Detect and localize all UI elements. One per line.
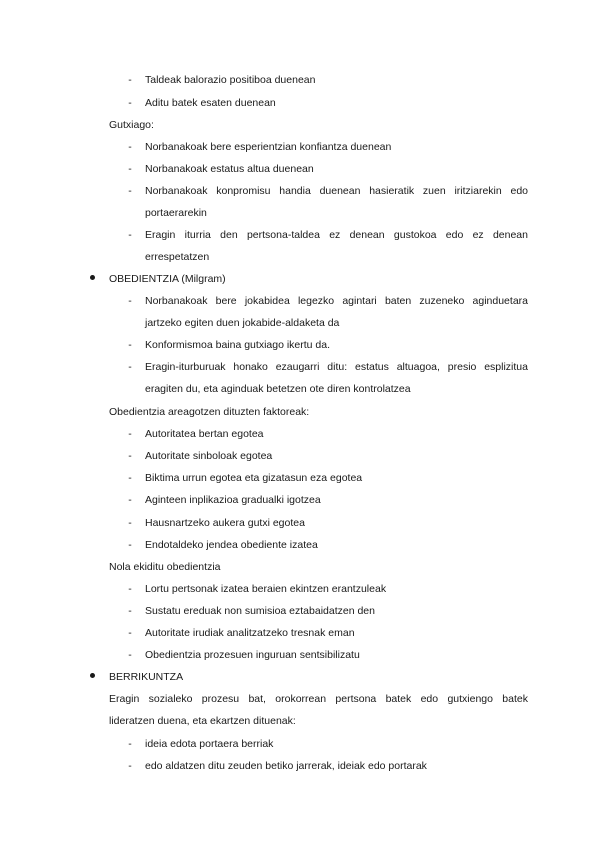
list-dash: - — [128, 738, 132, 750]
list-item: Eragin-iturburuak honako ezaugarri ditu: estatus altuagoa, presio esplizitua — [145, 361, 528, 373]
list-dash: - — [128, 583, 132, 595]
list-dash: - — [128, 295, 132, 307]
list-dash: - — [128, 605, 132, 617]
list-item: Norbanakoak estatus altua duenean — [145, 163, 314, 175]
list-item: Konformismoa baina gutxiago ikertu da. — [145, 339, 331, 351]
list-item: ideia edota portaera berriak — [145, 738, 274, 750]
list-dash: - — [128, 450, 132, 462]
section-heading: BERRIKUNTZA — [109, 671, 184, 683]
list-dash: - — [128, 361, 132, 373]
list-item: Endotaldeko jendea obediente izatea — [145, 539, 318, 551]
list-dash: - — [128, 163, 132, 175]
list-dash: - — [128, 494, 132, 506]
bullet-dot — [89, 670, 97, 678]
list-item: Norbanakoak konpromisu handia duenean hasieratik zuen iritziarekin edo — [145, 185, 528, 197]
list-item: Lortu pertsonak izatea beraien ekintzen erantzuleak — [145, 583, 387, 595]
list-item: edo aldatzen ditu zeuden betiko jarrerak, ideiak edo portarak — [145, 760, 427, 772]
list-item-continuation: errespetatzen — [145, 251, 210, 263]
list-item: Aditu batek esaten duenean — [145, 97, 276, 109]
paragraph-line: lideratzen duena, eta ekartzen dituenak: — [109, 715, 296, 727]
list-dash: - — [128, 539, 132, 551]
list-item-continuation: eragiten du, eta aginduak betetzen ote diren kontrolatzea — [145, 383, 411, 395]
list-item: Autoritate sinboloak egotea — [145, 450, 273, 462]
list-dash: - — [128, 760, 132, 772]
list-item: Eragin iturria den pertsona-taldea ez denean gustokoa edo ez denean — [145, 229, 528, 241]
section-heading: OBEDIENTZIA (Milgram) — [109, 273, 226, 285]
list-dash: - — [128, 517, 132, 529]
list-item: Obedientzia prozesuen inguruan sentsibilizatu — [145, 649, 360, 661]
bullet-dot — [89, 272, 97, 280]
list-item: Biktima urrun egotea eta gizatasun eza egotea — [145, 472, 363, 484]
list-dash: - — [128, 627, 132, 639]
list-dash: - — [128, 141, 132, 153]
list-dash: - — [128, 74, 132, 86]
list-item: Autoritate irudiak analitzatzeko tresnak eman — [145, 627, 355, 639]
list-dash: - — [128, 428, 132, 440]
list-item: Aginteen inplikazioa gradualki igotzea — [145, 494, 321, 506]
list-dash: - — [128, 185, 132, 197]
section-label: Nola ekiditu obedientzia — [109, 561, 221, 573]
list-item: Norbanakoak bere esperientzian konfiantza duenean — [145, 141, 392, 153]
list-item-continuation: portaerarekin — [145, 207, 207, 219]
list-item: Autoritatea bertan egotea — [145, 428, 264, 440]
list-item: Sustatu ereduak non sumisioa eztabaidatzen den — [145, 605, 375, 617]
list-dash: - — [128, 97, 132, 109]
list-dash: - — [128, 229, 132, 241]
list-dash: - — [128, 472, 132, 484]
list-item: Hausnartzeko aukera gutxi egotea — [145, 517, 305, 529]
list-item-continuation: jartzeko egiten duen jokabide-aldaketa da — [145, 317, 340, 329]
paragraph-line: Eragin sozialeko prozesu bat, orokorrean pertsona batek edo gutxiengo batek — [109, 693, 528, 705]
list-item: Norbanakoak bere jokabidea legezko agintari baten zuzeneko aginduetara — [145, 295, 528, 307]
section-label: Gutxiago: — [109, 119, 154, 131]
section-label: Obedientzia areagotzen dituzten faktoreak: — [109, 406, 310, 418]
list-dash: - — [128, 339, 132, 351]
list-dash: - — [128, 649, 132, 661]
list-item: Taldeak balorazio positiboa duenean — [145, 74, 316, 86]
